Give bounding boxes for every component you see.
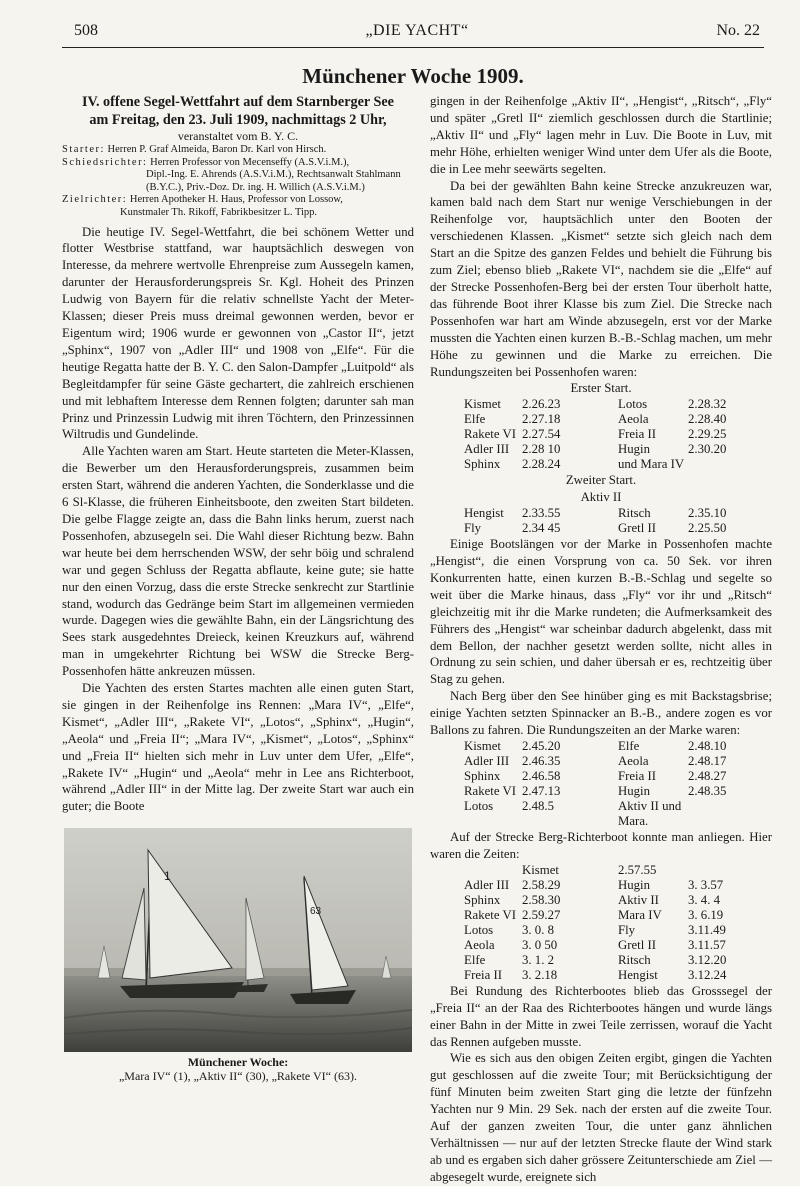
sailing-photo: [64, 828, 412, 1052]
time-cell: 2.58.29: [522, 877, 561, 892]
sailing-photo-image: [64, 828, 412, 1052]
times-table-berg: [430, 739, 772, 829]
right-column: [430, 93, 772, 1186]
starter-names: Herren P. Graf Almeida, Baron Dr. Karl von Hirsch.: [107, 144, 327, 155]
time-cell: 3. 0. 8: [522, 922, 554, 937]
officials-block: [62, 144, 414, 220]
table-row: [430, 863, 772, 878]
photo-caption-title: Münchener Woche:: [187, 1055, 289, 1069]
table-row: [430, 754, 772, 769]
table-row: [430, 442, 772, 457]
finish-judges-names-2: Kunstmaler Th. Rikoff, Fabrikbesitzer L. Tipp.: [120, 206, 318, 218]
yacht-name-cell: Ritsch: [618, 506, 651, 521]
yacht-name-cell: Hengist: [464, 506, 504, 521]
svg-text:1: 1: [164, 869, 171, 883]
time-cell: 3.12.24: [688, 967, 727, 982]
time-cell: 3.12.20: [688, 952, 727, 967]
time-cell: 2.47.13: [522, 784, 561, 798]
yacht-name-cell: Fly: [464, 521, 482, 536]
article-title: Münchener Woche 1909.: [302, 64, 524, 88]
paragraph: gingen in der Reihenfolge „Aktiv II“, „Hengist“, „Ritsch“, „Fly“ und später „Gretl II“ ziemlich geschlossen durch die Startlinie; „Aktiv II“ und „Fly“ lagen mehr in Luv. Die Boote in Luv, mit mehr Höhe, erhielten weniger Wind unter dem Ufer als die Boote, die in Lee mehr seewärts segelten.: [430, 94, 772, 176]
time-cell: 2.48.5: [522, 799, 554, 813]
table-row: [430, 893, 772, 908]
times-table-richterboot: [430, 863, 772, 983]
yacht-name-cell: Adler III: [464, 442, 510, 457]
finish-judges-line: [62, 194, 414, 207]
table-cell: 2.57.55: [618, 862, 657, 877]
yacht-name-cell: Mara IV: [618, 907, 662, 922]
table-row: [430, 457, 772, 472]
table-subheading-aktiv: Aktiv II: [580, 490, 622, 505]
paragraph: Auf der Strecke Berg-Richterboot konnte man anliegen. Hier waren die Zeiten:: [430, 830, 772, 861]
table-cell: Kismet: [522, 862, 559, 877]
table-row: [430, 412, 772, 427]
yacht-name-cell: Kismet: [464, 397, 501, 412]
running-header: [74, 22, 760, 44]
starter-line: [62, 144, 414, 157]
time-cell: 2.28.32: [688, 397, 727, 412]
time-cell: 2.27.54: [522, 427, 561, 442]
time-cell: 3.11.49: [688, 922, 726, 937]
time-cell: [688, 457, 772, 472]
time-cell: 3. 3.57: [688, 877, 724, 892]
yacht-name-cell: und Mara IV: [618, 457, 685, 472]
yacht-name-cell: Gretl II: [618, 937, 657, 952]
header-rule: [62, 47, 764, 48]
table-row: [430, 799, 772, 829]
judges-line: [62, 157, 414, 170]
journal-title: „DIE YACHT“: [365, 22, 469, 39]
issue-number: No. 22: [716, 22, 760, 39]
table-row: [430, 769, 772, 784]
times-table-possenhofen-first: [430, 397, 772, 472]
time-cell: 2.59.27: [522, 907, 561, 922]
paragraph: Alle Yachten waren am Start. Heute starteten die Meter-Klassen, die Bewerber um den Herausforderungspreis, zusammen beim ersten Start, während die anderen Yachten, die Sonderklasse und die 6 Sl-Klasse, die früheren Einheitsboote, den zweiten Start bildeten. Die gelbe Flagge zeigte an, dass die Bahn links herum, zuerst nach Possenhofen, abzusegeln sei. Die Wahl dieser Richtung bezw. Bahn war heute bei dem herrschenden WSW, der sehr böig und schralend war und gegen Schluss der Regatta abflaute, keine gute; sie hatte nur den einen Vorzug, dass die erste Strecke senkrecht zur Startlinie stand, wodurch das Gedränge beim Start im allgemeinen vermieden wurde. Dagegen wies die gewählte Bahn, ein der Längsrichtung des Sees stark ausgedehntes Dreieck, keinen Kreuzkurs auf, während man in umgekehrter Richtung bei WSW die Strecke Berg-Possenhofen hätte ankreuzen müssen.: [62, 444, 414, 679]
yacht-name-cell: Fly: [618, 922, 636, 937]
time-cell: 2.26.23: [522, 397, 561, 412]
yacht-name-cell: Sphinx: [464, 892, 501, 907]
yacht-name-cell: Freia II: [618, 427, 657, 442]
paragraph: Einige Bootslängen vor der Marke in Possenhofen machte „Hengist“, die einen Vorsprung von ca. 50 Sek. vor ihren Konkurrenten hatte, einen kurzen B.-B.-Schlag und segelte so weit über die Marke hinaus, dass „Fly“ vor ihr und „Ritsch“ gleichzeitig mit ihr die Marke rundeten; die Aufmerksamkeit des Führers des „Hengist“ war scheinbar dadurch abgelenkt, dass mit dem Bellon, der nachher gesetzt werden sollte, nicht alles in Ordnung zu sein schien, und daher übersah er es, rechtzeitig über Stag zu gehen.: [430, 537, 772, 687]
yacht-name-cell: Elfe: [464, 412, 486, 427]
time-cell: 3. 2.18: [522, 967, 558, 982]
finish-judges-names-1: Herren Apotheker H. Haus, Professor von Lossow,: [129, 194, 343, 206]
yacht-name-cell: Rakete VI: [464, 784, 516, 798]
time-cell: 2.46.35: [522, 754, 561, 768]
table-heading-first-start: Erster Start.: [570, 381, 632, 396]
table-row: [430, 968, 772, 983]
paragraph: Bei Rundung des Richterbootes blieb das Grosssegel der „Freia II“ an der Raa des Richterbootes hängen und wurde längs einer Bahn in der Mitte in zwei Teile zerrissen, worauf die Yacht das Rennen aufgeben musste.: [430, 983, 772, 1049]
yacht-name-cell: Adler III: [464, 877, 510, 892]
table-row: [430, 908, 772, 923]
yacht-name-cell: Freia II: [464, 967, 503, 982]
judges-names-1: Herren Professor von Mecenseffy (A.S.V.i.M.),: [150, 156, 350, 168]
paragraph: Wie es sich aus den obigen Zeiten ergibt, gingen die Yachten gut geschlossen auf die zweite Tour; mit Berücksichtigung der fünf Minuten beim zweiten Start ging die letzte der fünfzehn Yachten nur 9 Min. 29 Sek. nach der ersten auf die zweite Tour. Auf der ganzen zweiten Tour, die unter ganz ähnlichen Verhältnissen — nur auf der letzten Strecke flaute der Wind stark ab und es ergaben sich daher grössere Zeitunterschiede am Ziel — abgesegelt wurde, ereignete sich: [430, 1051, 772, 1184]
time-cell: 2.30.20: [688, 442, 727, 457]
time-cell: 2.58.30: [522, 892, 561, 907]
table-row: [430, 521, 772, 536]
yacht-name-cell: Sphinx: [464, 769, 501, 783]
yacht-name-cell: Elfe: [464, 952, 486, 967]
yacht-name-cell: Kismet: [464, 739, 501, 753]
table-row: [430, 953, 772, 968]
table-row: [430, 506, 772, 521]
time-cell: 2.48.17: [688, 754, 727, 768]
yacht-name-cell: Elfe: [618, 739, 640, 753]
yacht-name-cell: Adler III: [464, 754, 510, 768]
table-row: [430, 397, 772, 412]
table-row: [430, 784, 772, 799]
yacht-name-cell: Lotos: [464, 922, 494, 937]
yacht-name-cell: Hugin: [618, 877, 650, 892]
time-cell: 2.48.10: [688, 739, 727, 753]
yacht-name-cell: Aktiv II: [618, 892, 659, 907]
paragraph: Die heutige IV. Segel-Wettfahrt, die bei schönem Wetter und flotter Westbrise stattfand, war hauptsächlich deswegen von Interesse, da mehrere wertvolle Ehrenpreise zum Aussegeln kamen, darunter der Herausforderungspreis Sr. Kgl. Hoheit des Prinzen Ludwig von Bayern für die relativ schnellste Yacht der Meter-Klassen; dieser Preis muss dreimal gewonnen werden, bevor er Eigentum wird; 1906 wurde er gewonnen von „Castor II“, jetzt „Sphinx“, 1907 von „Adler III“ und 1908 von „Elfe“. Für die heutige Regatta hatte der B. Y. C. den Salon-Dampfer „Luitpold“ als Begleitdampfer für seine Gäste gechartert, die zahlreich erschienen und mit lebhaftem Interesse dem Rennen folgten; darunter sah man Prinz und Prinzessin Ludwig mit ihren Töchtern, den Prinzessinnen Wiltrudis und Gundelinde.: [62, 224, 414, 442]
time-cell: 3. 4. 4: [688, 892, 720, 907]
time-cell: 3. 0 50: [522, 937, 558, 952]
time-cell: 2.46.58: [522, 769, 561, 783]
photo-caption-text: „Mara IV“ (1), „Aktiv II“ (30), „Rakete VI“ (63).: [118, 1069, 357, 1083]
yacht-name-cell: Hugin: [618, 784, 650, 798]
time-cell: 3.11.57: [688, 937, 726, 952]
event-title-line1: IV. offene Segel-Wettfahrt auf dem Starnberger See: [82, 94, 394, 110]
time-cell: 3. 1. 2: [522, 952, 554, 967]
time-cell: 2.28 10: [522, 442, 561, 457]
time-cell: 2.25.50: [688, 521, 727, 536]
yacht-name-cell: Hugin: [618, 442, 650, 457]
time-cell: 2.28.24: [522, 457, 561, 472]
yacht-name-cell: Hengist: [618, 967, 658, 982]
time-cell: 2.33.55: [522, 506, 561, 521]
left-column: [62, 94, 414, 815]
svg-text:63: 63: [310, 906, 322, 917]
time-cell: 2.27.18: [522, 412, 561, 427]
time-cell: 2.48.27: [688, 769, 727, 783]
times-table-possenhofen-second: [430, 506, 772, 536]
paragraph: Nach Berg über den See hinüber ging es mit Backstagsbrise; einige Yachten setzten Spinnacker an B.-B., andere zogen es vor Ballons zu fahren. Die Rundungszeiten an der Marke waren:: [430, 689, 772, 738]
time-cell: 3. 6.19: [688, 907, 724, 922]
event-organizer: veranstaltet vom B. Y. C.: [177, 129, 299, 143]
yacht-name-cell: Lotos: [618, 397, 648, 412]
time-cell: 2.48.35: [688, 784, 727, 798]
yacht-name-cell: Gretl II: [618, 521, 657, 536]
yacht-name-cell: Rakete VI: [464, 427, 516, 442]
event-title-line2: am Freitag, den 23. Juli 1909, nachmittags 2 Uhr,: [89, 111, 387, 128]
time-cell: 2.35.10: [688, 506, 727, 521]
yacht-name-cell: Aktiv II und Mara.: [618, 799, 682, 828]
yacht-name-cell: Freia II: [618, 769, 657, 783]
yacht-name-cell: Aeola: [464, 937, 495, 952]
yacht-name-cell: Lotos: [464, 799, 494, 813]
yacht-name-cell: Sphinx: [464, 457, 501, 472]
paragraph: Da bei der gewählten Bahn keine Strecke anzukreuzen war, kamen bald nach dem Start nur wenige Verschiebungen in der Reihenfolge vor, hauptsächlich unter den Booten der verschiedenen Klassen. „Kismet“ setzte sich gleich nach dem Start an die Spitze des ganzen Feldes und behielt die Führung bis zum Ziel; ebenso blieb „Rakete VI“, nachdem sie die „Elfe“ auf der Strecke Possenhofen-Berg bei der ersten Tour überholt hatte, das führende Boot ihrer Klasse bis zum Ziel. Die Strecke nach Possenhofen war hart am Winde abzusegeln, erst vor der Marke mussten die Yachten einen kurzen B.-B.-Schlag machen, um mehr Höhe zu gewinnen und die Marke zu erreichen. Die Rundungszeiten bei Possenhofen waren:: [430, 178, 772, 379]
table-heading-second-start: Zweiter Start.: [565, 473, 637, 488]
table-row: [430, 923, 772, 938]
table-row: [430, 878, 772, 893]
yacht-name-cell: Aeola: [618, 412, 649, 427]
time-cell: [688, 799, 772, 829]
table-row: [430, 938, 772, 953]
judges-names-3: (B.Y.C.), Priv.-Doz. Dr. ing. H. Willich (A.S.V.i.M.): [146, 181, 365, 193]
paragraph: Die Yachten des ersten Startes machten alle einen guten Start, sie gingen in der Reihenfolge ins Rennen: „Mara IV“, „Elfe“, Kismet“, „Adler III“, „Rakete VI“, „Lotos“, „Sphinx“, „Hugin“, „Aeola“ und „Freia II“; „Mara IV“, „Kismet“, „Lotos“, „Sphinx“ und „Freia II“ hielten sich mehr in Luv unter dem Ufer, „Elfe“, „Rakete IV“ „Hugin“ und „Aeola“ mehr in Lee ans Richterboot, während „Adler III“ in der Mitte lag. Der zweite Start war auch ein guter; die Boote: [62, 681, 414, 814]
page-number: 508: [74, 22, 98, 39]
time-cell: 2.29.25: [688, 427, 727, 442]
table-row: [430, 739, 772, 754]
judges-names-2: Dipl.-Ing. E. Ahrends (A.S.V.i.M.), Rechtsanwalt Stahlmann: [146, 169, 401, 181]
yacht-name-cell: Aeola: [618, 754, 649, 768]
starter-label: Starter:: [62, 144, 105, 155]
table-row: [430, 427, 772, 442]
yacht-name-cell: Ritsch: [618, 952, 651, 967]
photo-caption: [62, 1055, 414, 1083]
time-cell: 2.28.40: [688, 412, 727, 427]
judges-label: Schiedsrichter:: [62, 156, 148, 168]
time-cell: 2.34 45: [522, 521, 561, 536]
yacht-name-cell: Rakete VI: [464, 907, 516, 922]
finish-judges-label: Zielrichter:: [62, 194, 128, 206]
time-cell: 2.45.20: [522, 739, 561, 753]
